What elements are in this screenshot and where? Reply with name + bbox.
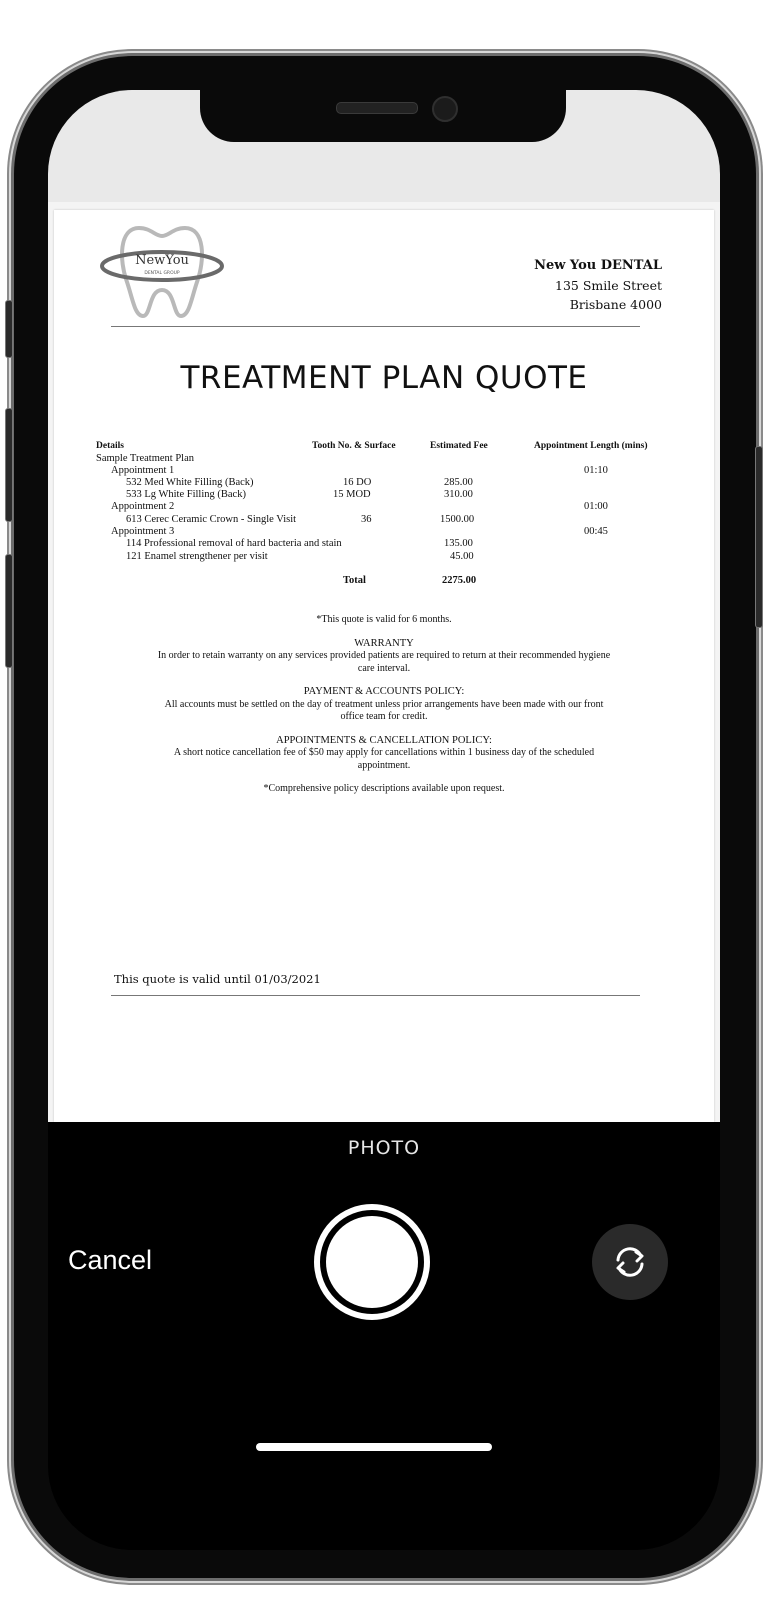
footer-divider xyxy=(111,995,640,996)
cancellation-section xyxy=(154,735,614,773)
payment-heading: PAYMENT & ACCOUNTS POLICY: xyxy=(303,686,465,697)
appointment-1-length: 01:10 xyxy=(584,465,608,476)
flip-camera-icon xyxy=(610,1242,650,1282)
flip-camera-button[interactable] xyxy=(592,1224,668,1300)
warranty-section xyxy=(154,638,614,676)
appointment-2-label: Appointment 2 xyxy=(111,501,175,512)
item-fee: 285.00 xyxy=(444,477,473,488)
item-fee: 135.00 xyxy=(444,538,473,549)
item-fee: 45.00 xyxy=(450,551,474,562)
comprehensive-note: *Comprehensive policy descriptions available upon request. xyxy=(263,783,505,794)
volume-up-button xyxy=(5,408,13,522)
power-button xyxy=(755,446,763,628)
company-city: Brisbane 4000 xyxy=(569,297,662,312)
valid-until-text: This quote is valid until 01/03/2021 xyxy=(114,972,321,986)
home-indicator[interactable] xyxy=(256,1443,492,1451)
item-description: 121 Enamel strengthener per visit xyxy=(126,551,268,562)
company-street: 135 Smile Street xyxy=(555,278,662,293)
item-description: 613 Cerec Ceramic Crown - Single Visit xyxy=(126,514,297,525)
front-camera-icon xyxy=(432,96,458,122)
item-fee: 310.00 xyxy=(444,489,473,500)
validity-note: *This quote is valid for 6 months. xyxy=(316,614,452,625)
company-address xyxy=(534,256,662,314)
plan-name: Sample Treatment Plan xyxy=(96,453,194,464)
camera-mode-label[interactable]: PHOTO xyxy=(347,1137,421,1159)
item-tooth: 15 MOD xyxy=(333,489,371,500)
camera-viewfinder xyxy=(48,202,720,1122)
volume-down-button xyxy=(5,554,13,668)
total-label: Total xyxy=(343,575,366,586)
company-name: New You DENTAL xyxy=(534,258,662,273)
appointment-3-label: Appointment 3 xyxy=(111,526,175,537)
header-tooth: Tooth No. & Surface xyxy=(312,441,396,451)
cancellation-heading: APPOINTMENTS & CANCELLATION POLICY: xyxy=(276,734,492,746)
shutter-inner xyxy=(326,1216,418,1308)
item-tooth: 36 xyxy=(361,514,372,525)
header-length: Appointment Length (mins) xyxy=(534,441,648,451)
header-divider xyxy=(111,326,640,327)
earpiece-speaker xyxy=(336,102,418,114)
document-title: TREATMENT PLAN QUOTE xyxy=(180,360,588,396)
cancel-button[interactable]: Cancel xyxy=(68,1245,153,1275)
policy-notes xyxy=(154,614,614,807)
total-value: 2275.00 xyxy=(442,575,477,586)
appointment-3-length: 00:45 xyxy=(584,526,608,537)
warranty-heading: WARRANTY xyxy=(354,637,414,649)
payment-text: All accounts must be settled on the day of treatment unless prior arrangements have been made with our front office team for credit. xyxy=(164,698,604,722)
logo-brand-text: NewYou xyxy=(135,253,189,268)
scanned-document xyxy=(54,210,714,1122)
appointment-2-length: 01:00 xyxy=(584,501,608,512)
item-fee: 1500.00 xyxy=(440,514,475,525)
cancellation-text: A short notice cancellation fee of $50 may apply for cancellations within 1 business day of the scheduled appointment. xyxy=(173,747,595,771)
item-tooth: 16 DO xyxy=(343,477,372,488)
phone-screen xyxy=(48,90,720,1550)
appointment-1-label: Appointment 1 xyxy=(111,465,175,476)
header-fee: Estimated Fee xyxy=(430,441,488,451)
payment-section xyxy=(154,686,614,724)
header-details: Details xyxy=(96,441,124,451)
logo-sub-text: DENTAL GROUP xyxy=(144,271,180,276)
notch xyxy=(200,90,566,142)
mute-switch xyxy=(5,300,13,358)
company-logo xyxy=(99,220,225,324)
shutter-button[interactable] xyxy=(314,1204,430,1320)
item-description: 533 Lg White Filling (Back) xyxy=(126,489,246,500)
item-description: 532 Med White Filling (Back) xyxy=(126,477,254,488)
warranty-text: In order to retain warranty on any services provided patients are required to return at their recommended hygiene care interval. xyxy=(157,650,611,674)
item-description: 114 Professional removal of hard bacteria and stain xyxy=(126,538,342,549)
